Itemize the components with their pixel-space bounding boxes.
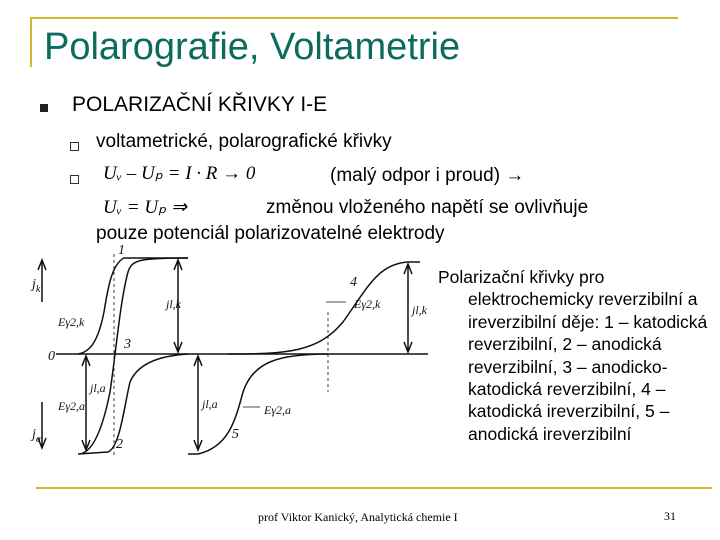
bullet-text-4: pouze potenciál polarizovatelné elektrody [96, 223, 445, 244]
curve-number-3: 3 [124, 337, 131, 352]
caption-first-line: Polarizační křivky pro [438, 267, 605, 287]
label-jla-right: jl,a [202, 397, 218, 411]
slide-heading: POLARIZAČNÍ KŘIVKY I-E [72, 93, 328, 116]
slide-title: Polarografie, Voltametrie [44, 26, 461, 68]
bottom-rule [36, 487, 712, 489]
label-e12k-left: Eγ2,k [58, 315, 85, 329]
figure-caption [438, 266, 720, 445]
axis-label-ja: $j_a$ [32, 427, 41, 445]
axis-label-jk: $j_k$ [32, 277, 41, 295]
bullet-text-1: voltametrické, polarografické křivky [96, 131, 392, 152]
curve-4-cathodic-irreversible [228, 262, 420, 354]
bullet-square-icon [40, 104, 48, 112]
equation-voltage-drop: Uᵥ – Uₚ = I · R → 0 [103, 163, 256, 184]
label-jla-left: jl,a [90, 381, 106, 395]
curve-number-4: 4 [350, 275, 357, 290]
equation-voltage-equal: Uᵥ = Uₚ ⇒ [103, 197, 187, 218]
polarization-curves-figure [28, 242, 438, 482]
caption-body: elektrochemicky reverzibilní a ireverzibilní děje: 1 – katodická reverzibilní, 2 – anodická reverzibilní, 3 – anodicko-katodická reverzibilní, 4 – katodická ireverzibilní, 5 – anodická ireverzibilní [468, 289, 708, 444]
checkbox-bullet-icon [70, 142, 79, 151]
label-e12a-left: Eγ2,a [58, 399, 86, 413]
label-jlk-right: jl,k [412, 303, 427, 317]
axis-label-zero: 0 [48, 349, 55, 364]
label-e12k-right: Eγ2,k [354, 297, 381, 311]
bullet-text-3: změnou vloženého napětí se ovlivňuje [266, 197, 589, 218]
curve-2-anodic-reversible [78, 354, 188, 454]
bullet-text-2: (malý odpor i proud) → [330, 165, 525, 186]
top-rule [30, 17, 678, 19]
left-rule [30, 17, 32, 67]
label-jlk-left: jl,k [166, 297, 181, 311]
page-number: 31 [664, 509, 676, 523]
curve-number-1: 1 [118, 243, 125, 258]
footer-author: prof Viktor Kanický, Analytická chemie I [258, 510, 458, 524]
label-e12a-right: Eγ2,a [264, 403, 292, 417]
checkbox-bullet-icon [70, 175, 79, 184]
curve-number-5: 5 [232, 427, 239, 442]
curve-number-2: 2 [116, 437, 123, 452]
